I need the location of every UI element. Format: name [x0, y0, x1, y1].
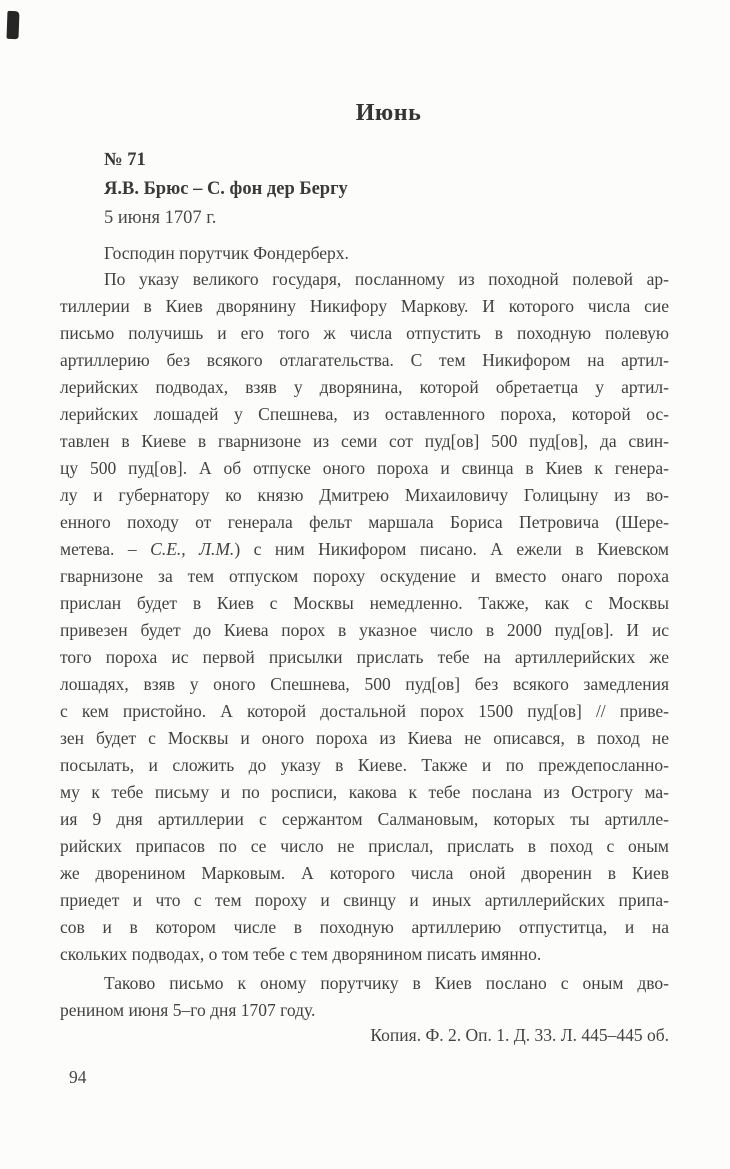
body-text-line: посылать, и сложить до указу в Киеве. Также и по преждепосланно-: [60, 755, 669, 775]
body-text-line: с кем пристойно. А которой достальной порох 1500 пуд[ов] // приве-: [60, 701, 669, 721]
body-text-line-with-editorial-note: [60, 536, 669, 563]
body-text-line: того пороха ис первой присылки прислать тебе на артиллерийских же: [60, 647, 669, 667]
body-text-line: сов и в котором числе в походную артиллерию отпуститца, и на: [60, 917, 669, 937]
body-text-line: лерийских лошадей у Спешнева, из оставленного пороха, которой ос-: [60, 404, 669, 424]
body-text-line: письмо получишь и его того ж числа отпустить в походную полевую: [60, 323, 669, 343]
scan-artifact-mark: [7, 11, 20, 39]
body-text-line: лошадях, взяв у оного Спешнева, 500 пуд[ов] без всякого замедления: [60, 674, 669, 694]
body-text-line: лерийских подводах, взяв у дворянина, которой обретаетца у артил-: [60, 377, 669, 397]
body-text-line: лу и губернатору ко князю Дмитрею Михаиловичу Голицыну из во-: [60, 485, 669, 505]
closing-paragraph: [60, 970, 669, 1024]
body-text-line: тавлен в Киеве в гварнизоне из семи сот пуд[ов] 500 пуд[ов], да свин-: [60, 431, 669, 451]
line-text: метева. –: [60, 539, 151, 559]
document-date: 5 июня 1707 г.: [104, 208, 217, 228]
body-text-line: По указу великого государя, посланному из походной полевой ар-: [104, 269, 669, 289]
body-text-line: скольких подводах, о том тебе с тем дворянином писать имянно.: [60, 944, 542, 964]
body-text-line: рийских припасов по се число не прислал, прислать в поход с оным: [60, 836, 669, 856]
closing-text-line: ренином июня 5–го дня 1707 году.: [60, 1000, 316, 1020]
page-number: 94: [69, 1067, 87, 1087]
archival-reference: Копия. Ф. 2. Оп. 1. Д. 33. Л. 445–445 об.: [370, 1025, 669, 1045]
document-number: № 71: [104, 150, 146, 170]
body-text-line: му к тебе письму и по росписи, какова к тебе послана из Острогу ма-: [60, 782, 669, 802]
document-heading: Я.В. Брюс – С. фон дер Бергу: [104, 179, 348, 199]
letter-body: [60, 266, 669, 968]
body-text-line: артиллерию без всякого отлагательства. С тем Никифором на артил-: [60, 350, 669, 370]
body-text-line: тиллерии в Киев дворянину Никифору Маркову. И которого числа сие: [60, 296, 669, 316]
line-text: ) с ним Никифором писано. А ежели в Киевском: [234, 539, 669, 559]
body-text-line: же дворенином Марковым. А которого числа оной дворенин в Киев: [60, 863, 669, 883]
closing-text-line: Таково письмо к оному порутчику в Киев послано с оным дво-: [104, 973, 669, 993]
body-text-line: енного походу от генерала фельт маршала Бориса Петровича (Шере-: [60, 512, 669, 532]
body-text-line: ия 9 дня артиллерии с сержантом Салмановым, которых ты артилле-: [60, 809, 669, 829]
body-text-line: прислан будет в Киев с Москвы немедленно. Также, как с Москвы: [60, 593, 669, 613]
body-text-line: цу 500 пуд[ов]. А об отпуске оного пороха и свинца в Киев к генера-: [60, 458, 669, 478]
editors-initials: С.Е., Л.М.: [150, 539, 235, 559]
section-title: Июнь: [355, 100, 422, 126]
body-text-line: гварнизоне за тем отпуском пороху оскудение и вместо онаго пороха: [60, 566, 669, 586]
document-header: [104, 146, 348, 233]
body-text-line: приедет и что с тем пороху и свинцу и иных артиллерийских припа-: [60, 890, 669, 910]
salutation-line: Господин порутчик Фондерберх.: [104, 243, 349, 263]
body-text-line: зен будет с Москвы и оного пороха из Киева не описався, в поход не: [60, 728, 669, 748]
body-text-line: привезен будет до Киева порох в указное число в 2000 пуд[ов]. И ис: [60, 620, 669, 640]
